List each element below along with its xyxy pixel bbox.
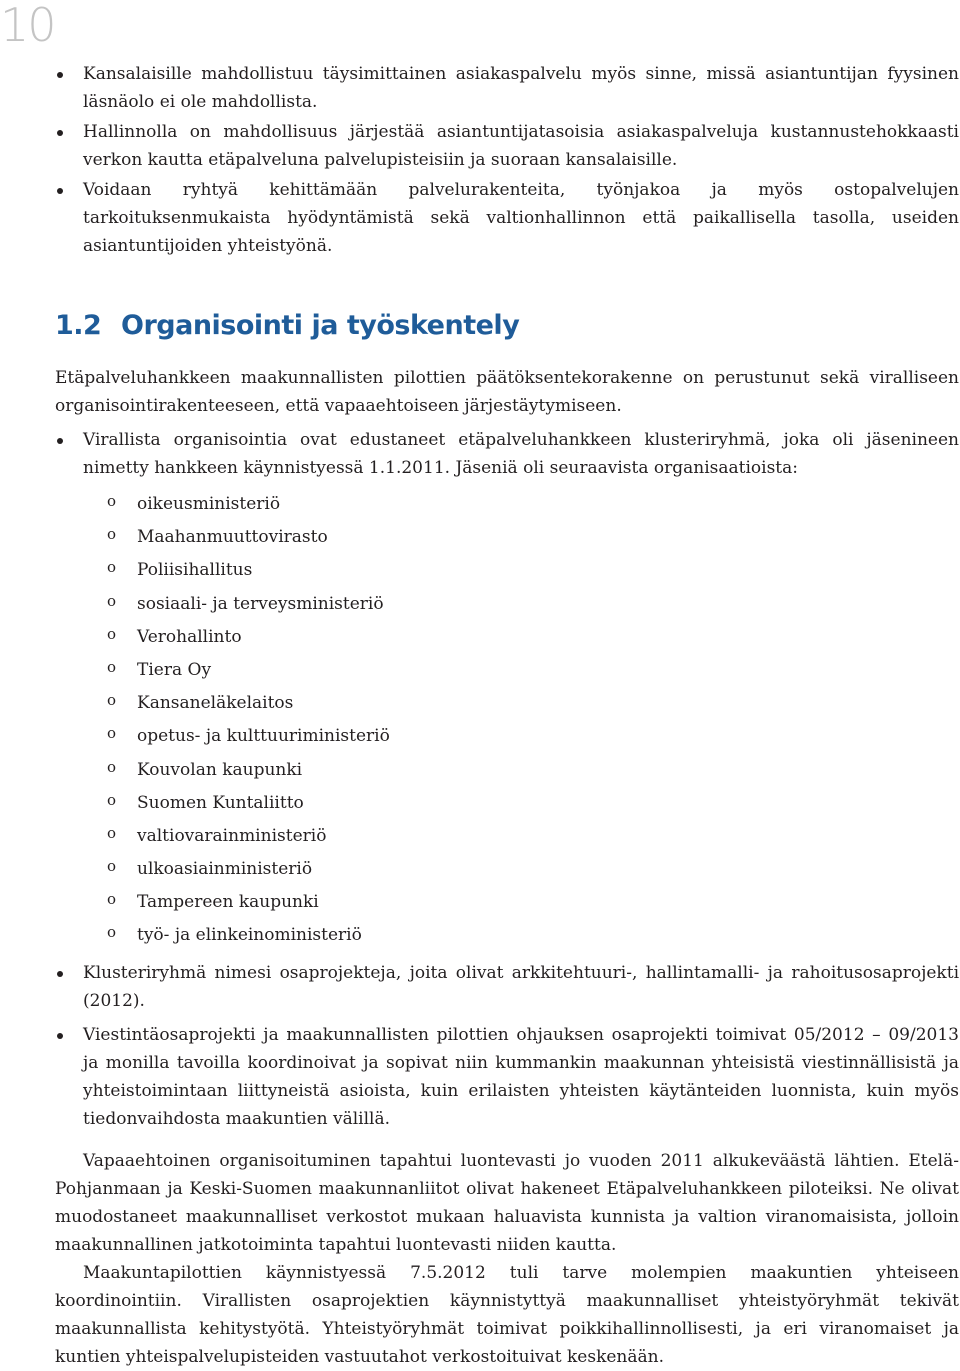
circle-bullet-icon: o	[107, 757, 117, 776]
circle-bullet-icon: o	[107, 657, 117, 676]
organization-list	[83, 488, 959, 953]
list-item: Kansalaisille mahdollistuu täysimittainen asiakaspalvelu myös sinne, missä asiantuntijan fyysinen läsnäolo ei ole mahdollista.	[55, 60, 959, 116]
organization-item: o valtiovarainministeriö	[83, 820, 959, 853]
page-number: 10	[0, 0, 55, 52]
organization-item: o oikeusministeriö	[83, 488, 959, 521]
circle-bullet-icon: o	[107, 724, 117, 743]
circle-bullet-icon: o	[107, 890, 117, 909]
circle-bullet-icon: o	[107, 492, 117, 510]
organization-item: o Kansaneläkelaitos	[83, 687, 959, 720]
circle-bullet-icon: o	[107, 591, 117, 610]
paragraph: Maakuntapilottien käynnistyessä 7.5.2012 tuli tarve molempien maakuntien yhteiseen koordinointiin. Virallisten osaprojektien käynnistyttyä maakunnalliset yhteistyöryhmät tekivät maakunnallista kehitystyötä. Yhteistyöryhmät toimivat poikkihallinnollisesti, ja eri viranomaiset ja kuntien yhteispalvelupisteiden vastuutahot verkostoituivat keskenään.	[55, 1262, 959, 1367]
cluster-text: Virallista organisointia ovat edustaneet etäpalveluhankkeen klusteriryhmä, joka oli jäsenineen nimetty hankkeen käynnistyessä 1.1.2011. Jäseniä oli seuraavista organisaatioista:	[83, 430, 959, 478]
organization-item: o Tampereen kaupunki	[83, 886, 959, 919]
list-item: Klusteriryhmä nimesi osaprojekteja, joita olivat arkkitehtuuri-, hallintamalli- ja rahoitusosaprojekti (2012).	[55, 959, 959, 1015]
list-item	[55, 426, 959, 953]
organization-item: o opetus- ja kulttuuriministeriö	[83, 720, 959, 753]
organization-item: o Maahanmuuttovirasto	[83, 521, 959, 554]
paragraph: Etäpalveluhankkeen maakunnallisten pilottien päätöksentekorakenne on perustunut sekä viralliseen organisointirakenteeseen, että vapaaehtoiseen järjestäytymiseen.	[55, 368, 959, 416]
circle-bullet-icon: o	[107, 823, 117, 842]
organization-item: o Kouvolan kaupunki	[83, 754, 959, 787]
list-item: Viestintäosaprojekti ja maakunnallisten pilottien ohjauksen osaprojekti toimivat 05/2012 – 09/2013 ja monilla tavoilla koordinoivat ja sopivat niin kummankin maakunnan yhteisistä viestinnällisistä ja yhteistoimintaan liittyneistä asioista, kuin erilaisten yhteisten käytänteiden luonnista, kuin myös tiedonvaihdosta maakuntien välillä.	[55, 1021, 959, 1133]
intro-bullet-list	[55, 60, 959, 260]
page-content	[55, 60, 959, 1371]
circle-bullet-icon: o	[107, 857, 117, 876]
circle-bullet-icon: o	[107, 790, 117, 809]
section-title: Organisointi ja työskentely	[121, 310, 520, 341]
organization-item: o Verohallinto	[83, 621, 959, 654]
list-item: Voidaan ryhtyä kehittämään palvelurakenteita, työnjakoa ja myös ostopalvelujen tarkoituksenmukaista hyödyntämistä sekä valtionhallinnon että paikallisella tasolla, useiden asiantuntijoiden yhteistyönä.	[55, 176, 959, 260]
cluster-bullet-list	[55, 426, 959, 1133]
circle-bullet-icon: o	[107, 923, 117, 942]
organization-item: o Suomen Kuntaliitto	[83, 787, 959, 820]
organization-item: o sosiaali- ja terveysministeriö	[83, 588, 959, 621]
circle-bullet-icon: o	[107, 525, 117, 544]
section-heading	[55, 304, 959, 348]
circle-bullet-icon: o	[107, 624, 117, 643]
section-number: 1.2	[55, 310, 102, 341]
list-item: Hallinnolla on mahdollisuus järjestää asiantuntijatasoisia asiakaspalveluja kustannustehokkaasti verkon kautta etäpalveluna palvelupisteisiin ja suoraan kansalaisille.	[55, 118, 959, 174]
organization-item: o työ- ja elinkeinoministeriö	[83, 919, 959, 952]
organization-item: o Tiera Oy	[83, 654, 959, 687]
circle-bullet-icon: o	[107, 558, 117, 577]
organization-item: o Poliisihallitus	[83, 554, 959, 587]
circle-bullet-icon: o	[107, 691, 117, 710]
organization-item: o ulkoasiainministeriö	[83, 853, 959, 886]
paragraph: Vapaaehtoinen organisoituminen tapahtui luontevasti jo vuoden 2011 alkukeväästä lähtien. Etelä-Pohjanmaan ja Keski-Suomen maakunnanliitot olivat hakeneet Etäpalveluhankkeen piloteiksi. Ne olivat muodostaneet maakunnalliset verkostot mukaan haluavista kunnista ja valtion viranomaisista, jolloin maakunnallinen jatkotoiminta tapahtui luontevasti niiden kautta.	[55, 1150, 959, 1255]
